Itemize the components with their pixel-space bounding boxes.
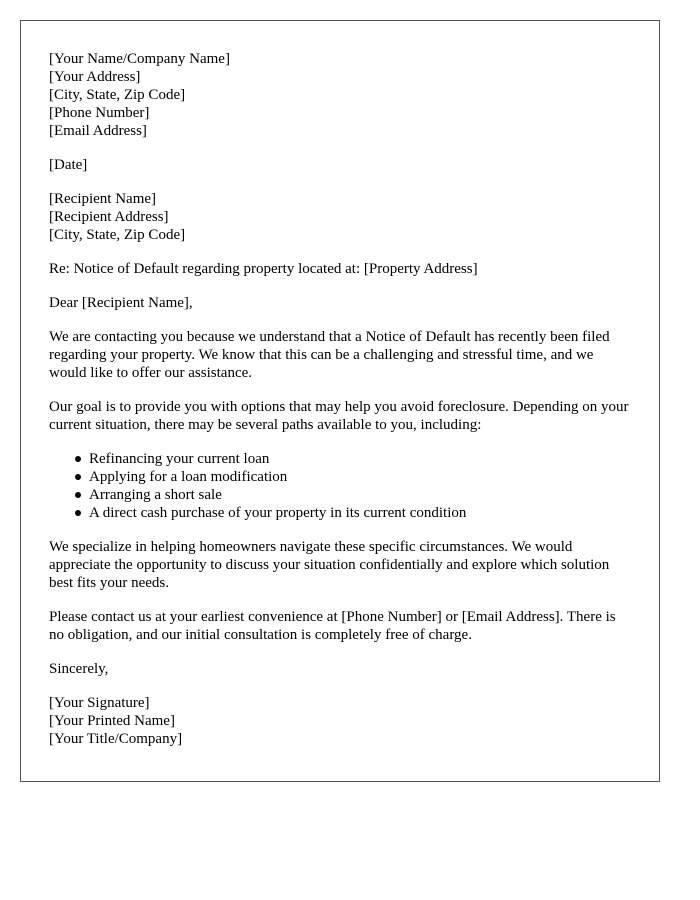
option-text: Refinancing your current loan (89, 451, 270, 467)
sender-address: [Your Address] (49, 69, 141, 85)
letter-page (20, 20, 660, 782)
paragraph-intro: We are contacting you because we understand that a Notice of Default has recently been filed regarding your property. We know that this can be a challenging and stressful time, and we would like to offer our assistance. (49, 329, 610, 381)
sender-city-state-zip: [City, State, Zip Code] (49, 87, 186, 103)
option-text: Arranging a short sale (89, 487, 222, 503)
bullet-icon (75, 492, 81, 498)
list-item (89, 486, 631, 504)
paragraph-goal: Our goal is to provide you with options that may help you avoid foreclosure. Depending on your current situation, there may be several paths available to you, including: (49, 399, 629, 433)
option-text: A direct cash purchase of your property in its current condition (89, 505, 467, 521)
bullet-icon (75, 510, 81, 516)
signature-placeholder: [Your Signature] (49, 695, 150, 711)
closing: Sincerely, (49, 661, 109, 677)
title-company: [Your Title/Company] (49, 731, 183, 747)
letter-date: [Date] (49, 157, 88, 173)
date-block (49, 156, 631, 174)
salutation: Dear [Recipient Name], (49, 295, 193, 311)
sender-block (49, 50, 631, 140)
list-item (89, 468, 631, 486)
sender-name: [Your Name/Company Name] (49, 51, 230, 67)
bullet-icon (75, 474, 81, 480)
recipient-address: [Recipient Address] (49, 209, 169, 225)
recipient-city-state-zip: [City, State, Zip Code] (49, 227, 186, 243)
option-text: Applying for a loan modification (89, 469, 288, 485)
paragraph-contact: Please contact us at your earliest convenience at [Phone Number] or [Email Address]. There is no obligation, and our initial consultation is completely free of charge. (49, 609, 616, 643)
signature-block (49, 694, 631, 748)
list-item (89, 504, 631, 522)
list-item (89, 450, 631, 468)
options-list (49, 450, 631, 522)
subject-line: Re: Notice of Default regarding property located at: [Property Address] (49, 261, 478, 277)
bullet-icon (75, 456, 81, 462)
recipient-block (49, 190, 631, 244)
paragraph-specialize: We specialize in helping homeowners navigate these specific circumstances. We would appreciate the opportunity to discuss your situation confidentially and explore which solution best fits your needs. (49, 539, 610, 591)
sender-phone: [Phone Number] (49, 105, 150, 121)
printed-name: [Your Printed Name] (49, 713, 175, 729)
sender-email: [Email Address] (49, 123, 147, 139)
recipient-name: [Recipient Name] (49, 191, 157, 207)
